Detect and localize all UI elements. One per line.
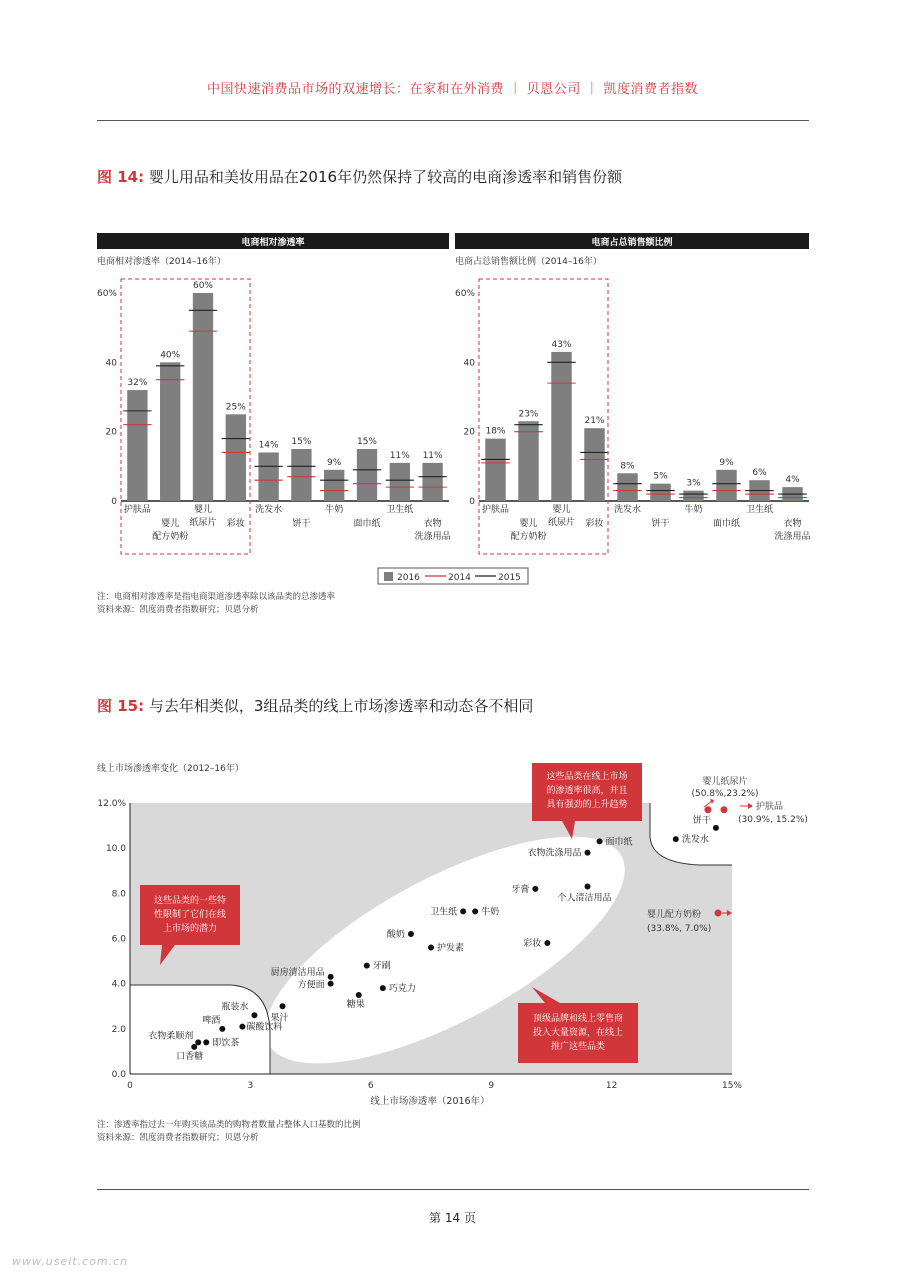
legend-swatch-2016 (384, 572, 393, 581)
scatter-point (460, 908, 466, 914)
scatter-xtick-label: 6 (367, 1081, 374, 1091)
scatter-xtick-label: 9 (488, 1081, 495, 1091)
scatter-xlabel: 线上市场渗透率（2016年） (370, 1096, 490, 1107)
bar-value-label: 5% (653, 471, 668, 482)
bar (390, 463, 410, 501)
chart1-subtitle: 电商相对渗透率（2014–16年） (97, 257, 226, 267)
bar-value-label: 11% (422, 450, 443, 461)
bar (160, 362, 180, 501)
scatter-point (328, 981, 334, 987)
scatter-point-label: 牙刷 (372, 961, 391, 972)
category-label: 面巾纸 (712, 519, 741, 529)
annotation-formula-value: (33.8%, 7.0%) (647, 924, 712, 934)
scatter-point (328, 974, 334, 980)
bar-value-label: 15% (356, 437, 378, 447)
bar (422, 463, 442, 501)
header-title: 中国快速消费品市场的双速增长：在家和在外消费 ｜ 贝恩公司 ｜ 凯度消费者指数 (206, 82, 699, 97)
figure15-title-row (97, 695, 533, 716)
chart1-title: 电商相对渗透率 (241, 238, 305, 248)
category-label: 饼干 (651, 519, 670, 529)
category-label: 彩妆 (226, 519, 245, 529)
figure14-title-row (97, 166, 622, 187)
category-label: 配方奶粉 (510, 532, 547, 542)
category-label: 卫生纸 (745, 505, 774, 515)
category-label: 卫生纸 (386, 505, 414, 515)
scatter-ytick-label: 10.0 (105, 844, 126, 855)
scatter-point (544, 940, 550, 946)
scatter-point-label: 厨房清洁用品 (270, 967, 325, 978)
scatter-point-label: 牛奶 (481, 907, 500, 918)
bar (485, 439, 505, 501)
scatter-subtitle: 线上市场渗透率变化（2012–16年） (97, 764, 244, 774)
scatter-point (585, 850, 591, 856)
category-label: 彩妆 (585, 519, 604, 529)
bar-value-label: 14% (258, 440, 279, 451)
bar (617, 473, 637, 501)
category-label: 衣物 (783, 519, 802, 529)
scatter-point-label: 方便面 (297, 980, 325, 991)
ytick-label: 20 (105, 427, 117, 438)
ytick-label: 20 (463, 427, 475, 438)
figure14-title: 婴儿用品和美妆用品在2016年仍然保持了较高的电商渗透率和销售份额 (148, 168, 623, 186)
scatter-point-label: 糖果 (346, 999, 365, 1010)
legend-label-2015: 2015 (498, 573, 521, 583)
category-label: 饼干 (292, 519, 311, 529)
category-label: 面巾纸 (353, 519, 381, 529)
bar (291, 449, 311, 501)
scatter-ytick-label: 8.0 (111, 889, 126, 900)
callout-bottom-line1: 顶级品牌和线上零售商 (532, 1014, 624, 1024)
scatter-ytick-label: 0.0 (111, 1070, 126, 1080)
category-label: 纸尿片 (189, 518, 217, 528)
ytick-label: 60% (96, 289, 117, 299)
annotation-diaper-label: 婴儿纸尿片 (702, 777, 748, 787)
callout-left-line2: 性限制了它们在线 (153, 910, 227, 920)
legend-label-2016: 2016 (397, 573, 420, 583)
scatter-point (713, 825, 719, 831)
bar-value-label: 11% (389, 450, 410, 461)
chart2-subtitle: 电商占总销售额比例（2014–16年） (455, 257, 602, 267)
scatter-xtick-label: 12 (605, 1081, 618, 1091)
callout-bottom-line3: 推广这些品类 (550, 1042, 606, 1052)
bar-value-label: 15% (291, 437, 312, 447)
bar (518, 421, 538, 501)
callout-top-line3: 具有强劲的上升趋势 (546, 800, 628, 810)
scatter-point (428, 945, 434, 951)
scatter-point (364, 963, 370, 969)
category-label: 配方奶粉 (152, 532, 189, 542)
bar (127, 390, 147, 501)
scatter-point (472, 908, 478, 914)
bar-value-label: 6% (752, 468, 767, 479)
bar (357, 449, 377, 501)
category-label: 婴儿 (193, 505, 213, 515)
scatter-point (380, 985, 386, 991)
scatter-point-label: 啤酒 (202, 1015, 221, 1026)
scatter-point (203, 1039, 209, 1045)
callout-left-line1: 这些品类的一些特 (153, 896, 227, 906)
bar-value-label: 8% (620, 461, 635, 472)
watermark: www.useit.com.cn (12, 1255, 129, 1268)
scatter-point-label: 洗发水 (681, 835, 709, 846)
figure14-charts (0, 225, 905, 590)
bar-value-label: 32% (127, 378, 148, 389)
scatter-point (195, 1039, 201, 1045)
header-rule (97, 120, 809, 121)
scatter-point-label: 个人清洁用品 (557, 893, 612, 904)
figure14-source: 资料来源：凯度消费者指数研究；贝恩分析 (97, 605, 259, 615)
bar-value-label: 4% (785, 475, 800, 486)
scatter-point (597, 838, 603, 844)
scatter-point-label: 巧克力 (388, 984, 416, 995)
scatter-point (251, 1012, 257, 1018)
scatter-xtick-label: 0 (127, 1081, 133, 1091)
figure15-number: 图 15: (97, 697, 145, 715)
scatter-ytick-label: 2.0 (111, 1024, 126, 1035)
ytick-label: 60% (454, 289, 475, 299)
scatter-xtick-label: 15% (721, 1081, 743, 1091)
scatter-point (585, 884, 591, 890)
category-label: 纸尿片 (547, 518, 576, 528)
bar (193, 293, 213, 501)
ytick-label: 0 (111, 497, 117, 507)
category-label: 护肤品 (123, 505, 151, 515)
ytick-label: 40 (463, 358, 475, 369)
ytick-label: 0 (469, 497, 475, 507)
ytick-label: 40 (105, 358, 117, 369)
bar-value-label: 40% (160, 350, 181, 361)
legend-label-2014: 2014 (448, 573, 471, 583)
chart2-title: 电商占总销售额比例 (591, 238, 673, 248)
scatter-point-label: 护发素 (437, 943, 465, 954)
scatter-point (704, 806, 711, 813)
scatter-point-label: 瓶装水 (221, 1002, 249, 1013)
scatter-point (239, 1024, 245, 1030)
top-right-region (650, 803, 732, 865)
scatter-point (720, 806, 727, 813)
category-label: 衣物 (423, 519, 442, 529)
bar-value-label: 9% (327, 457, 342, 468)
skincare-arrow-head (748, 803, 753, 809)
footer-rule (97, 1189, 809, 1190)
scatter-point-label: 衣物柔顺剂 (148, 1031, 194, 1042)
bar (716, 470, 736, 501)
category-label: 洗发水 (613, 505, 642, 515)
category-label: 婴儿 (519, 519, 538, 529)
category-label: 牛奶 (325, 505, 344, 515)
callout-left-line3: 上市场的潜力 (162, 924, 218, 934)
bar (226, 414, 246, 501)
scatter-point-label: 果汁 (270, 1013, 289, 1024)
category-label: 护肤品 (481, 505, 510, 515)
annotation-formula-label: 婴儿配方奶粉 (647, 910, 702, 920)
page-number: 第 14 页 (429, 1211, 476, 1225)
bar (683, 491, 703, 501)
scatter-point-label: 口香糖 (176, 1051, 204, 1062)
scatter-point-label: 卫生纸 (430, 907, 458, 918)
bar-value-label: 18% (485, 426, 506, 437)
scatter-point-label: 面巾纸 (605, 837, 633, 848)
scatter-xtick-label: 3 (247, 1081, 254, 1091)
scatter-ytick-label: 4.0 (111, 979, 126, 990)
annotation-skincare-label: 护肤品 (756, 802, 784, 812)
bar (258, 452, 278, 501)
figure15-chart (0, 755, 905, 1115)
bar (324, 470, 344, 501)
scatter-point (408, 931, 414, 937)
figure15-source: 资料来源：凯度消费者指数研究；贝恩分析 (97, 1133, 259, 1143)
formula-point (715, 910, 722, 917)
category-label: 洗涤用品 (774, 532, 811, 542)
scatter-point-label: 牙膏 (511, 884, 530, 895)
scatter-point-label: 衣物洗涤用品 (527, 848, 582, 859)
callout-top-line2: 的渗透率很高，并且 (546, 786, 628, 796)
figure15-note: 注：渗透率指过去一年购买该品类的购物者数量占整体人口基数的比例 (97, 1120, 361, 1130)
scatter-point (219, 1026, 225, 1032)
scatter-point (673, 836, 679, 842)
scatter-point (356, 992, 362, 998)
category-label: 洗涤用品 (414, 532, 451, 542)
scatter-point (191, 1044, 197, 1050)
scatter-point-label: 酸奶 (386, 929, 405, 940)
bar (584, 428, 604, 501)
scatter-point-label: 彩妆 (523, 939, 542, 950)
scatter-point (280, 1003, 286, 1009)
scatter-ytick-label: 6.0 (111, 934, 126, 945)
scatter-point-label: 即饮茶 (212, 1038, 240, 1049)
bar-value-label: 43% (551, 339, 572, 350)
scatter-ytick-label: 12.0% (97, 799, 126, 809)
figure14-note: 注：电商相对渗透率是指电商渠道渗透率除以该品类的总渗透率 (97, 592, 336, 602)
category-label: 牛奶 (684, 505, 703, 515)
category-label: 婴儿 (161, 519, 180, 529)
bar (551, 352, 571, 501)
figure15-title: 与去年相类似，3组品类的线上市场渗透率和动态各不相同 (148, 697, 534, 715)
callout-bottom-line2: 投入大量资源，在线上 (532, 1028, 624, 1038)
bar-value-label: 9% (719, 457, 734, 468)
chart1-plot (97, 281, 451, 542)
bar (650, 484, 670, 501)
category-label: 婴儿 (552, 505, 571, 515)
scatter-point-label: 饼干 (692, 815, 711, 826)
bar-value-label: 21% (584, 416, 605, 427)
bar-value-label: 23% (518, 409, 539, 420)
annotation-skincare-value: (30.9%, 15.2%) (738, 815, 808, 825)
figure14-number: 图 14: (97, 168, 145, 186)
scatter-point-label: 碳酸饮料 (246, 1022, 283, 1033)
bar-value-label: 60% (192, 281, 214, 291)
scatter-point (532, 886, 538, 892)
callout-top-line1: 这些品类在线上市场 (546, 772, 628, 782)
category-label: 洗发水 (255, 505, 283, 515)
annotation-diaper-value: (50.8%,23.2%) (691, 789, 759, 799)
bar-value-label: 3% (686, 478, 701, 489)
bar-value-label: 25% (225, 402, 246, 413)
chart2-plot (455, 289, 811, 542)
